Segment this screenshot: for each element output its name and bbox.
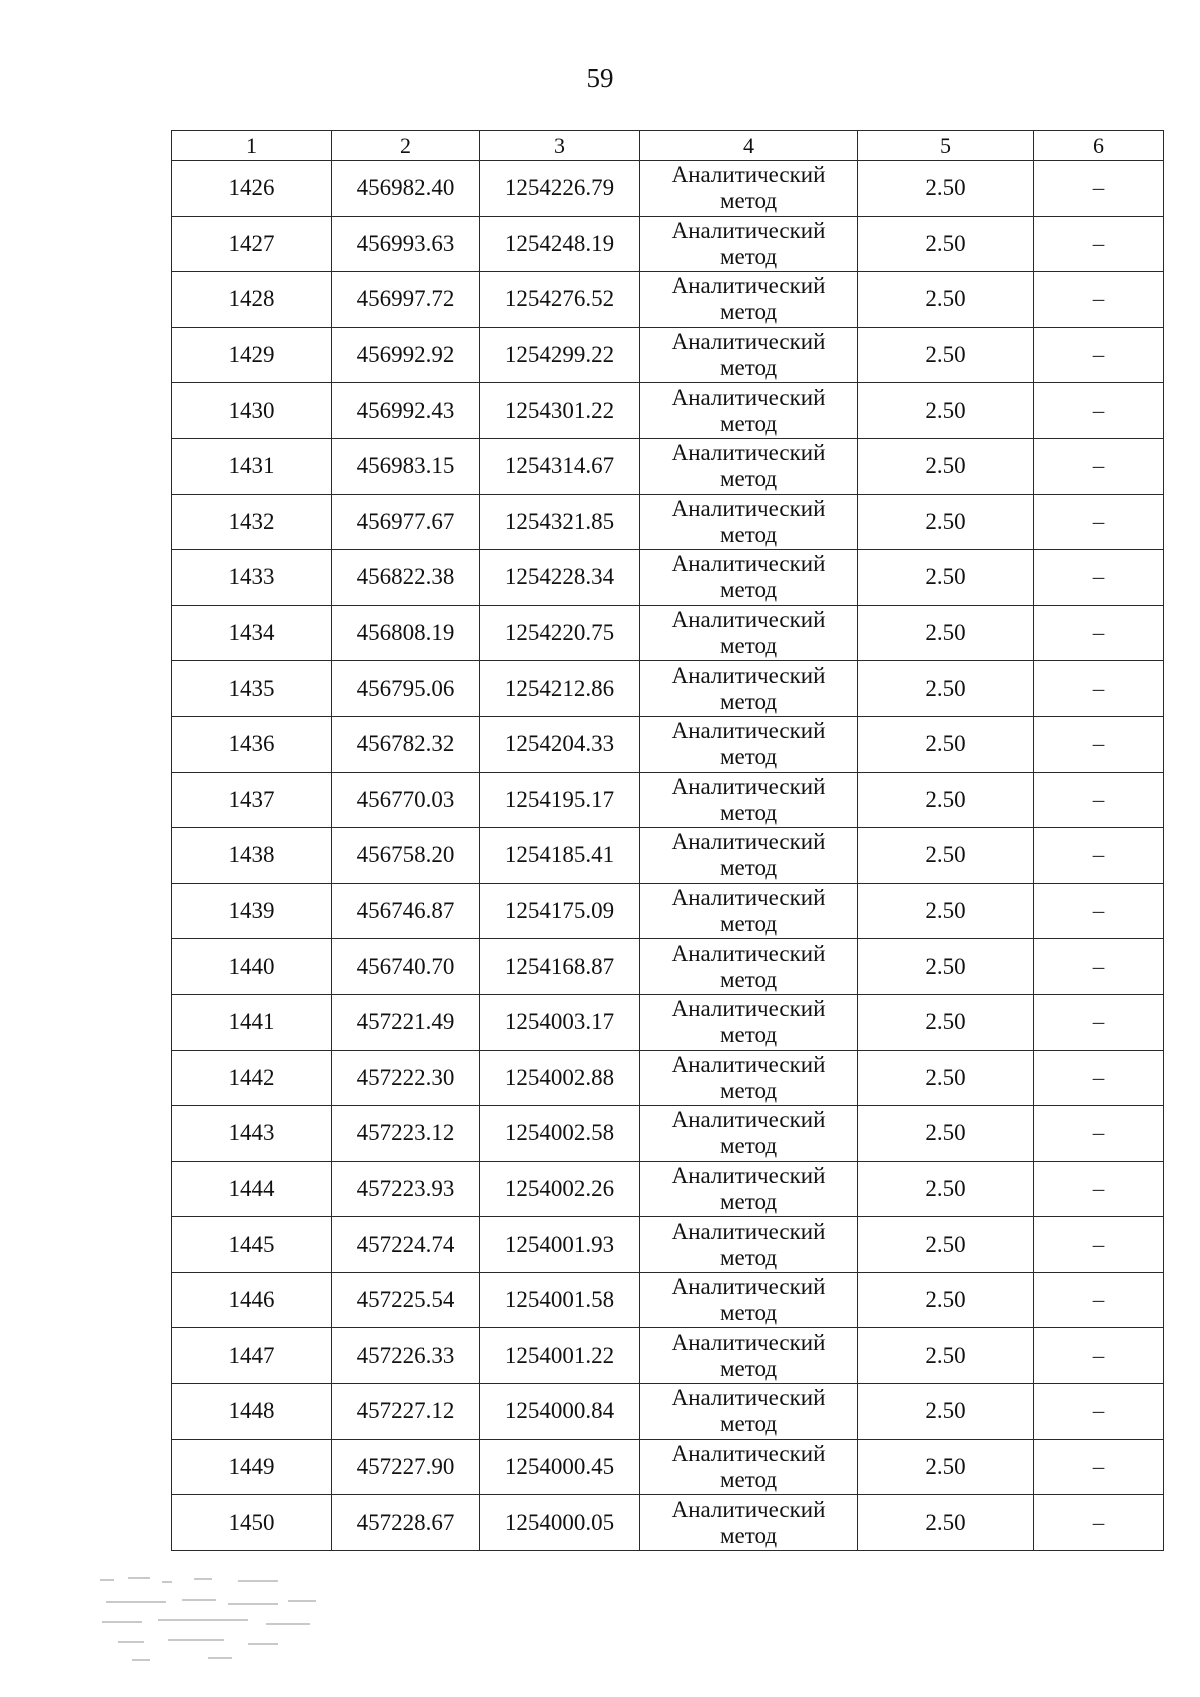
y-coordinate-cell: 1254003.17	[480, 994, 640, 1050]
method-cell	[640, 1050, 858, 1106]
table-row	[172, 716, 1164, 772]
method-line-1: Аналитический	[671, 1051, 826, 1077]
point-number-cell: 1426	[172, 161, 332, 217]
x-coordinate-cell: 456997.72	[332, 272, 480, 328]
method-line-1: Аналитический	[671, 718, 826, 744]
method-line-1: Аналитический	[671, 495, 826, 521]
method-line-2: метод	[719, 911, 778, 937]
y-coordinate-cell: 1254001.93	[480, 1217, 640, 1273]
x-coordinate-cell: 456977.67	[332, 494, 480, 550]
note-cell: –	[1034, 661, 1164, 717]
table-header	[172, 131, 1164, 161]
y-coordinate-cell: 1254175.09	[480, 883, 640, 939]
method-cell	[640, 550, 858, 606]
point-number-cell: 1449	[172, 1439, 332, 1495]
point-number-cell: 1444	[172, 1161, 332, 1217]
point-number-cell: 1437	[172, 772, 332, 828]
accuracy-cell: 2.50	[858, 1328, 1034, 1384]
note-cell: –	[1034, 1272, 1164, 1328]
table-row	[172, 1384, 1164, 1440]
method-line-1: Аналитический	[671, 1107, 826, 1133]
point-number-cell: 1427	[172, 216, 332, 272]
method-line-2: метод	[719, 855, 778, 881]
method-line-1: Аналитический	[671, 1385, 826, 1411]
x-coordinate-cell: 456770.03	[332, 772, 480, 828]
method-cell	[640, 1384, 858, 1440]
method-line-1: Аналитический	[671, 829, 826, 855]
note-cell: –	[1034, 438, 1164, 494]
method-line-2: метод	[719, 355, 778, 381]
method-cell	[640, 161, 858, 217]
point-number-cell: 1434	[172, 605, 332, 661]
point-number-cell: 1439	[172, 883, 332, 939]
x-coordinate-cell: 457221.49	[332, 994, 480, 1050]
x-coordinate-cell: 456982.40	[332, 161, 480, 217]
x-coordinate-cell: 457227.90	[332, 1439, 480, 1495]
x-coordinate-cell: 456983.15	[332, 438, 480, 494]
note-cell: –	[1034, 1439, 1164, 1495]
method-cell	[640, 883, 858, 939]
table-row	[172, 1161, 1164, 1217]
table-row	[172, 772, 1164, 828]
method-cell	[640, 1217, 858, 1273]
method-cell	[640, 716, 858, 772]
x-coordinate-cell: 456993.63	[332, 216, 480, 272]
point-number-cell: 1450	[172, 1495, 332, 1551]
method-line-2: метод	[719, 466, 778, 492]
column-header-5: 5	[858, 131, 1034, 161]
point-number-cell: 1446	[172, 1272, 332, 1328]
method-line-2: метод	[719, 1466, 778, 1492]
method-line-1: Аналитический	[671, 273, 826, 299]
accuracy-cell: 2.50	[858, 1161, 1034, 1217]
method-line-1: Аналитический	[671, 1329, 826, 1355]
table-row	[172, 1495, 1164, 1551]
accuracy-cell: 2.50	[858, 828, 1034, 884]
method-cell	[640, 438, 858, 494]
x-coordinate-cell: 457225.54	[332, 1272, 480, 1328]
accuracy-cell: 2.50	[858, 1050, 1034, 1106]
y-coordinate-cell: 1254168.87	[480, 939, 640, 995]
table-row	[172, 1328, 1164, 1384]
y-coordinate-cell: 1254220.75	[480, 605, 640, 661]
x-coordinate-cell: 456992.43	[332, 383, 480, 439]
scan-noise-marks	[98, 1575, 338, 1665]
y-coordinate-cell: 1254314.67	[480, 438, 640, 494]
table-row	[172, 272, 1164, 328]
accuracy-cell: 2.50	[858, 939, 1034, 995]
table-row	[172, 327, 1164, 383]
y-coordinate-cell: 1254301.22	[480, 383, 640, 439]
table-row	[172, 1439, 1164, 1495]
header-row	[172, 131, 1164, 161]
table-row	[172, 661, 1164, 717]
table-row	[172, 1217, 1164, 1273]
method-line-2: метод	[719, 633, 778, 659]
y-coordinate-cell: 1254000.84	[480, 1384, 640, 1440]
method-cell	[640, 383, 858, 439]
x-coordinate-cell: 457224.74	[332, 1217, 480, 1273]
x-coordinate-cell: 457226.33	[332, 1328, 480, 1384]
note-cell: –	[1034, 994, 1164, 1050]
point-number-cell: 1431	[172, 438, 332, 494]
y-coordinate-cell: 1254299.22	[480, 327, 640, 383]
method-line-1: Аналитический	[671, 384, 826, 410]
table-row	[172, 1050, 1164, 1106]
x-coordinate-cell: 456808.19	[332, 605, 480, 661]
note-cell: –	[1034, 1161, 1164, 1217]
note-cell: –	[1034, 1384, 1164, 1440]
point-number-cell: 1436	[172, 716, 332, 772]
y-coordinate-cell: 1254002.88	[480, 1050, 640, 1106]
table-row	[172, 1106, 1164, 1162]
method-cell	[640, 1439, 858, 1495]
column-header-1: 1	[172, 131, 332, 161]
y-coordinate-cell: 1254276.52	[480, 272, 640, 328]
accuracy-cell: 2.50	[858, 1272, 1034, 1328]
x-coordinate-cell: 457227.12	[332, 1384, 480, 1440]
note-cell: –	[1034, 1328, 1164, 1384]
x-coordinate-cell: 456746.87	[332, 883, 480, 939]
table-row	[172, 550, 1164, 606]
accuracy-cell: 2.50	[858, 994, 1034, 1050]
method-line-2: метод	[719, 521, 778, 547]
point-number-cell: 1442	[172, 1050, 332, 1106]
y-coordinate-cell: 1254002.58	[480, 1106, 640, 1162]
point-number-cell: 1438	[172, 828, 332, 884]
point-number-cell: 1435	[172, 661, 332, 717]
method-cell	[640, 1495, 858, 1551]
method-line-2: метод	[719, 188, 778, 214]
x-coordinate-cell: 456795.06	[332, 661, 480, 717]
table-row	[172, 605, 1164, 661]
method-line-2: метод	[719, 1133, 778, 1159]
method-cell	[640, 605, 858, 661]
method-line-2: метод	[719, 966, 778, 992]
accuracy-cell: 2.50	[858, 883, 1034, 939]
method-line-1: Аналитический	[671, 440, 826, 466]
method-line-1: Аналитический	[671, 662, 826, 688]
x-coordinate-cell: 457223.12	[332, 1106, 480, 1162]
point-number-cell: 1445	[172, 1217, 332, 1273]
method-cell	[640, 1328, 858, 1384]
method-line-2: метод	[719, 1522, 778, 1548]
column-header-2: 2	[332, 131, 480, 161]
method-cell	[640, 1161, 858, 1217]
note-cell: –	[1034, 383, 1164, 439]
method-line-2: метод	[719, 299, 778, 325]
note-cell: –	[1034, 1106, 1164, 1162]
x-coordinate-cell: 456782.32	[332, 716, 480, 772]
note-cell: –	[1034, 1217, 1164, 1273]
table-row	[172, 438, 1164, 494]
method-line-2: метод	[719, 1077, 778, 1103]
method-line-1: Аналитический	[671, 885, 826, 911]
method-cell	[640, 994, 858, 1050]
point-number-cell: 1433	[172, 550, 332, 606]
accuracy-cell: 2.50	[858, 1384, 1034, 1440]
y-coordinate-cell: 1254195.17	[480, 772, 640, 828]
y-coordinate-cell: 1254248.19	[480, 216, 640, 272]
accuracy-cell: 2.50	[858, 1439, 1034, 1495]
note-cell: –	[1034, 772, 1164, 828]
method-cell	[640, 1106, 858, 1162]
note-cell: –	[1034, 828, 1164, 884]
accuracy-cell: 2.50	[858, 772, 1034, 828]
y-coordinate-cell: 1254228.34	[480, 550, 640, 606]
note-cell: –	[1034, 939, 1164, 995]
note-cell: –	[1034, 1495, 1164, 1551]
method-cell	[640, 1272, 858, 1328]
method-cell	[640, 494, 858, 550]
point-number-cell: 1447	[172, 1328, 332, 1384]
y-coordinate-cell: 1254000.45	[480, 1439, 640, 1495]
method-line-2: метод	[719, 1300, 778, 1326]
method-cell	[640, 772, 858, 828]
method-line-1: Аналитический	[671, 773, 826, 799]
method-cell	[640, 828, 858, 884]
method-line-2: метод	[719, 744, 778, 770]
method-cell	[640, 327, 858, 383]
coordinates-table	[171, 130, 1164, 1551]
x-coordinate-cell: 457228.67	[332, 1495, 480, 1551]
method-line-1: Аналитический	[671, 1274, 826, 1300]
x-coordinate-cell: 456992.92	[332, 327, 480, 383]
table-body	[172, 161, 1164, 1551]
note-cell: –	[1034, 605, 1164, 661]
method-line-1: Аналитический	[671, 551, 826, 577]
method-line-2: метод	[719, 688, 778, 714]
method-cell	[640, 661, 858, 717]
method-line-1: Аналитический	[671, 329, 826, 355]
table-row	[172, 828, 1164, 884]
accuracy-cell: 2.50	[858, 1217, 1034, 1273]
note-cell: –	[1034, 550, 1164, 606]
table-row	[172, 1272, 1164, 1328]
method-line-1: Аналитический	[671, 162, 826, 188]
method-line-1: Аналитический	[671, 1496, 826, 1522]
y-coordinate-cell: 1254321.85	[480, 494, 640, 550]
x-coordinate-cell: 456758.20	[332, 828, 480, 884]
method-line-1: Аналитический	[671, 940, 826, 966]
table-row	[172, 994, 1164, 1050]
method-line-2: метод	[719, 410, 778, 436]
y-coordinate-cell: 1254001.58	[480, 1272, 640, 1328]
table-row	[172, 883, 1164, 939]
x-coordinate-cell: 457222.30	[332, 1050, 480, 1106]
table-row	[172, 939, 1164, 995]
y-coordinate-cell: 1254001.22	[480, 1328, 640, 1384]
method-line-2: метод	[719, 243, 778, 269]
accuracy-cell: 2.50	[858, 161, 1034, 217]
column-header-4: 4	[640, 131, 858, 161]
note-cell: –	[1034, 161, 1164, 217]
method-line-1: Аналитический	[671, 1440, 826, 1466]
note-cell: –	[1034, 716, 1164, 772]
point-number-cell: 1443	[172, 1106, 332, 1162]
note-cell: –	[1034, 1050, 1164, 1106]
method-line-2: метод	[719, 799, 778, 825]
table-row	[172, 383, 1164, 439]
accuracy-cell: 2.50	[858, 1106, 1034, 1162]
point-number-cell: 1448	[172, 1384, 332, 1440]
accuracy-cell: 2.50	[858, 1495, 1034, 1551]
method-line-2: метод	[719, 1355, 778, 1381]
x-coordinate-cell: 456822.38	[332, 550, 480, 606]
y-coordinate-cell: 1254002.26	[480, 1161, 640, 1217]
table-row	[172, 161, 1164, 217]
point-number-cell: 1432	[172, 494, 332, 550]
method-line-1: Аналитический	[671, 1162, 826, 1188]
method-cell	[640, 216, 858, 272]
column-header-3: 3	[480, 131, 640, 161]
y-coordinate-cell: 1254226.79	[480, 161, 640, 217]
accuracy-cell: 2.50	[858, 327, 1034, 383]
y-coordinate-cell: 1254185.41	[480, 828, 640, 884]
accuracy-cell: 2.50	[858, 216, 1034, 272]
accuracy-cell: 2.50	[858, 438, 1034, 494]
x-coordinate-cell: 457223.93	[332, 1161, 480, 1217]
y-coordinate-cell: 1254204.33	[480, 716, 640, 772]
point-number-cell: 1440	[172, 939, 332, 995]
method-cell	[640, 272, 858, 328]
note-cell: –	[1034, 272, 1164, 328]
method-line-2: метод	[719, 1411, 778, 1437]
accuracy-cell: 2.50	[858, 383, 1034, 439]
y-coordinate-cell: 1254000.05	[480, 1495, 640, 1551]
accuracy-cell: 2.50	[858, 494, 1034, 550]
method-line-2: метод	[719, 1022, 778, 1048]
note-cell: –	[1034, 327, 1164, 383]
accuracy-cell: 2.50	[858, 605, 1034, 661]
accuracy-cell: 2.50	[858, 661, 1034, 717]
point-number-cell: 1430	[172, 383, 332, 439]
page-number: 59	[586, 63, 614, 93]
column-header-6: 6	[1034, 131, 1164, 161]
point-number-cell: 1428	[172, 272, 332, 328]
point-number-cell: 1441	[172, 994, 332, 1050]
y-coordinate-cell: 1254212.86	[480, 661, 640, 717]
method-cell	[640, 939, 858, 995]
method-line-2: метод	[719, 1188, 778, 1214]
x-coordinate-cell: 456740.70	[332, 939, 480, 995]
note-cell: –	[1034, 883, 1164, 939]
method-line-1: Аналитический	[671, 1218, 826, 1244]
note-cell: –	[1034, 216, 1164, 272]
note-cell: –	[1034, 494, 1164, 550]
table-row	[172, 494, 1164, 550]
table-row	[172, 216, 1164, 272]
accuracy-cell: 2.50	[858, 272, 1034, 328]
point-number-cell: 1429	[172, 327, 332, 383]
method-line-2: метод	[719, 1244, 778, 1270]
method-line-1: Аналитический	[671, 217, 826, 243]
method-line-2: метод	[719, 577, 778, 603]
accuracy-cell: 2.50	[858, 550, 1034, 606]
method-line-1: Аналитический	[671, 607, 826, 633]
method-line-1: Аналитический	[671, 996, 826, 1022]
accuracy-cell: 2.50	[858, 716, 1034, 772]
